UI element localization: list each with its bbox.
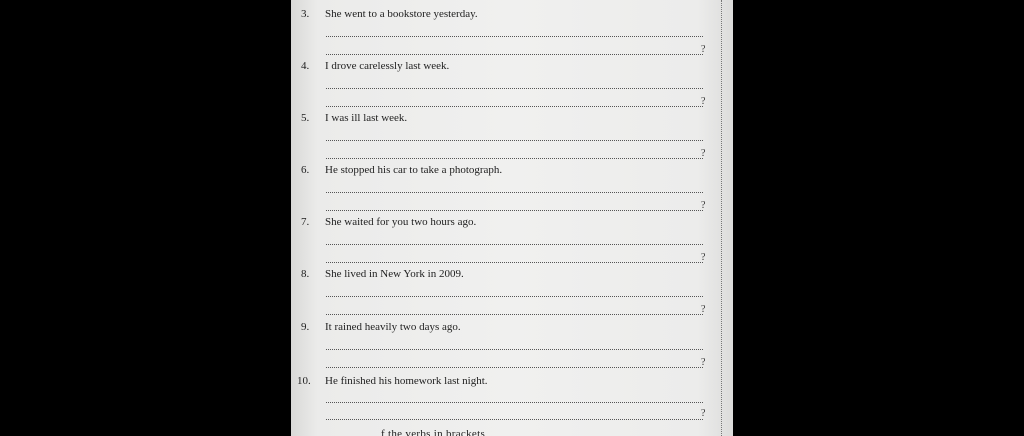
question-mark: ? (701, 200, 706, 211)
answer-line[interactable] (326, 158, 703, 159)
item-number: 8. (301, 268, 310, 280)
question-mark: ? (701, 96, 706, 107)
exercise-item (291, 375, 733, 427)
answer-line[interactable] (326, 402, 703, 403)
item-sentence: She went to a bookstore yesterday. (325, 8, 478, 20)
item-sentence: I drove carelessly last week. (325, 60, 450, 72)
item-sentence: He finished his homework last night. (325, 375, 488, 387)
answer-line[interactable] (326, 367, 703, 368)
question-mark: ? (701, 408, 706, 419)
question-mark: ? (701, 357, 706, 368)
item-number: 7. (301, 216, 310, 228)
item-sentence: She waited for you two hours ago. (325, 216, 477, 228)
item-number: 5. (301, 112, 310, 124)
answer-line[interactable] (326, 140, 703, 141)
item-number: 10. (297, 375, 311, 387)
exercise-item (291, 112, 733, 164)
answer-line[interactable] (326, 88, 703, 89)
question-mark: ? (701, 304, 706, 315)
item-number: 9. (301, 321, 310, 333)
answer-line[interactable] (326, 210, 703, 211)
exercise-item (291, 321, 733, 373)
answer-line[interactable] (326, 262, 703, 263)
exercise-item (291, 164, 733, 216)
item-sentence: I was ill last week. (325, 112, 408, 124)
exercise-item (291, 216, 733, 268)
item-number: 4. (301, 60, 310, 72)
exercise-item (291, 60, 733, 112)
question-mark: ? (701, 252, 706, 263)
answer-line[interactable] (326, 192, 703, 193)
item-sentence: He stopped his car to take a photograph. (325, 164, 503, 176)
answer-line[interactable] (326, 314, 703, 315)
answer-line[interactable] (326, 296, 703, 297)
answer-line[interactable] (326, 419, 703, 420)
item-sentence: It rained heavily two days ago. (325, 321, 461, 333)
item-number: 6. (301, 164, 310, 176)
answer-line[interactable] (326, 106, 703, 107)
question-mark: ? (701, 148, 706, 159)
item-number: 3. (301, 8, 310, 20)
exercise-item (291, 8, 733, 60)
answer-line[interactable] (326, 349, 703, 350)
exercise-item (291, 268, 733, 320)
cut-off-instruction: f the verbs in brackets (381, 428, 486, 436)
item-sentence: She lived in New York in 2009. (325, 268, 464, 280)
answer-line[interactable] (326, 54, 703, 55)
answer-line[interactable] (326, 244, 703, 245)
answer-line[interactable] (326, 36, 703, 37)
worksheet-page (291, 0, 733, 436)
question-mark: ? (701, 44, 706, 55)
